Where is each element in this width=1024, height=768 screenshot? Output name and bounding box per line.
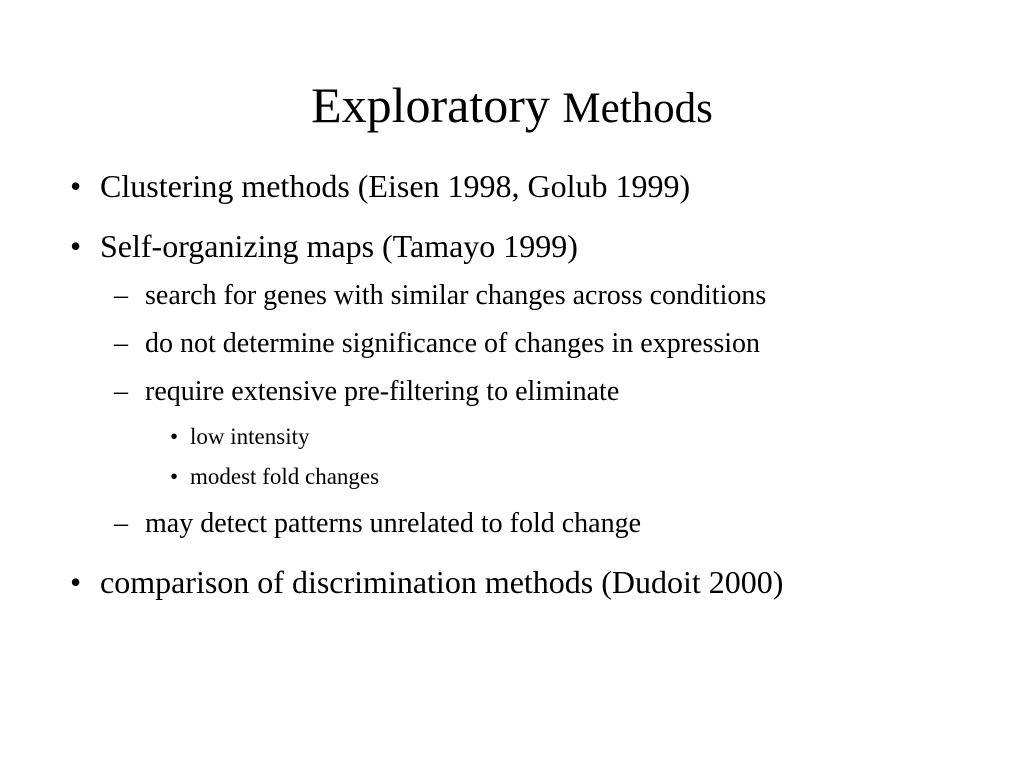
sub-bullet-item-prefiltering: require extensive pre-filtering to eliminate: [145, 376, 620, 407]
sub-bullet-marker: –: [114, 280, 128, 311]
bullet-marker: •: [70, 228, 82, 264]
bullet-marker: •: [70, 564, 82, 600]
title-part-b: Methods: [562, 85, 713, 132]
sub-sub-bullet-marker: •: [170, 464, 179, 489]
bullet-marker: •: [70, 168, 82, 204]
bullet-item-som: Self-organizing maps (Tamayo 1999): [100, 228, 578, 264]
sub-bullet-marker: –: [114, 328, 128, 359]
sub-sub-bullet-marker: •: [170, 424, 179, 449]
sub-sub-bullet-item-low-intensity: low intensity: [190, 424, 310, 449]
sub-bullet-marker: –: [114, 376, 128, 407]
sub-sub-bullet-item-fold-changes: modest fold changes: [190, 464, 380, 489]
bullet-item-clustering: Clustering methods (Eisen 1998, Golub 1999): [100, 168, 691, 204]
title-part-a: Exploratory: [311, 77, 550, 133]
sub-bullet-item-significance: do not determine significance of changes in expression: [145, 328, 761, 359]
sub-bullet-marker: –: [114, 508, 128, 539]
sub-bullet-item-patterns: may detect patterns unrelated to fold change: [145, 508, 642, 539]
sub-bullet-item-search: search for genes with similar changes across conditions: [145, 280, 767, 311]
bullet-item-comparison: comparison of discrimination methods (Dudoit 2000): [100, 564, 784, 600]
